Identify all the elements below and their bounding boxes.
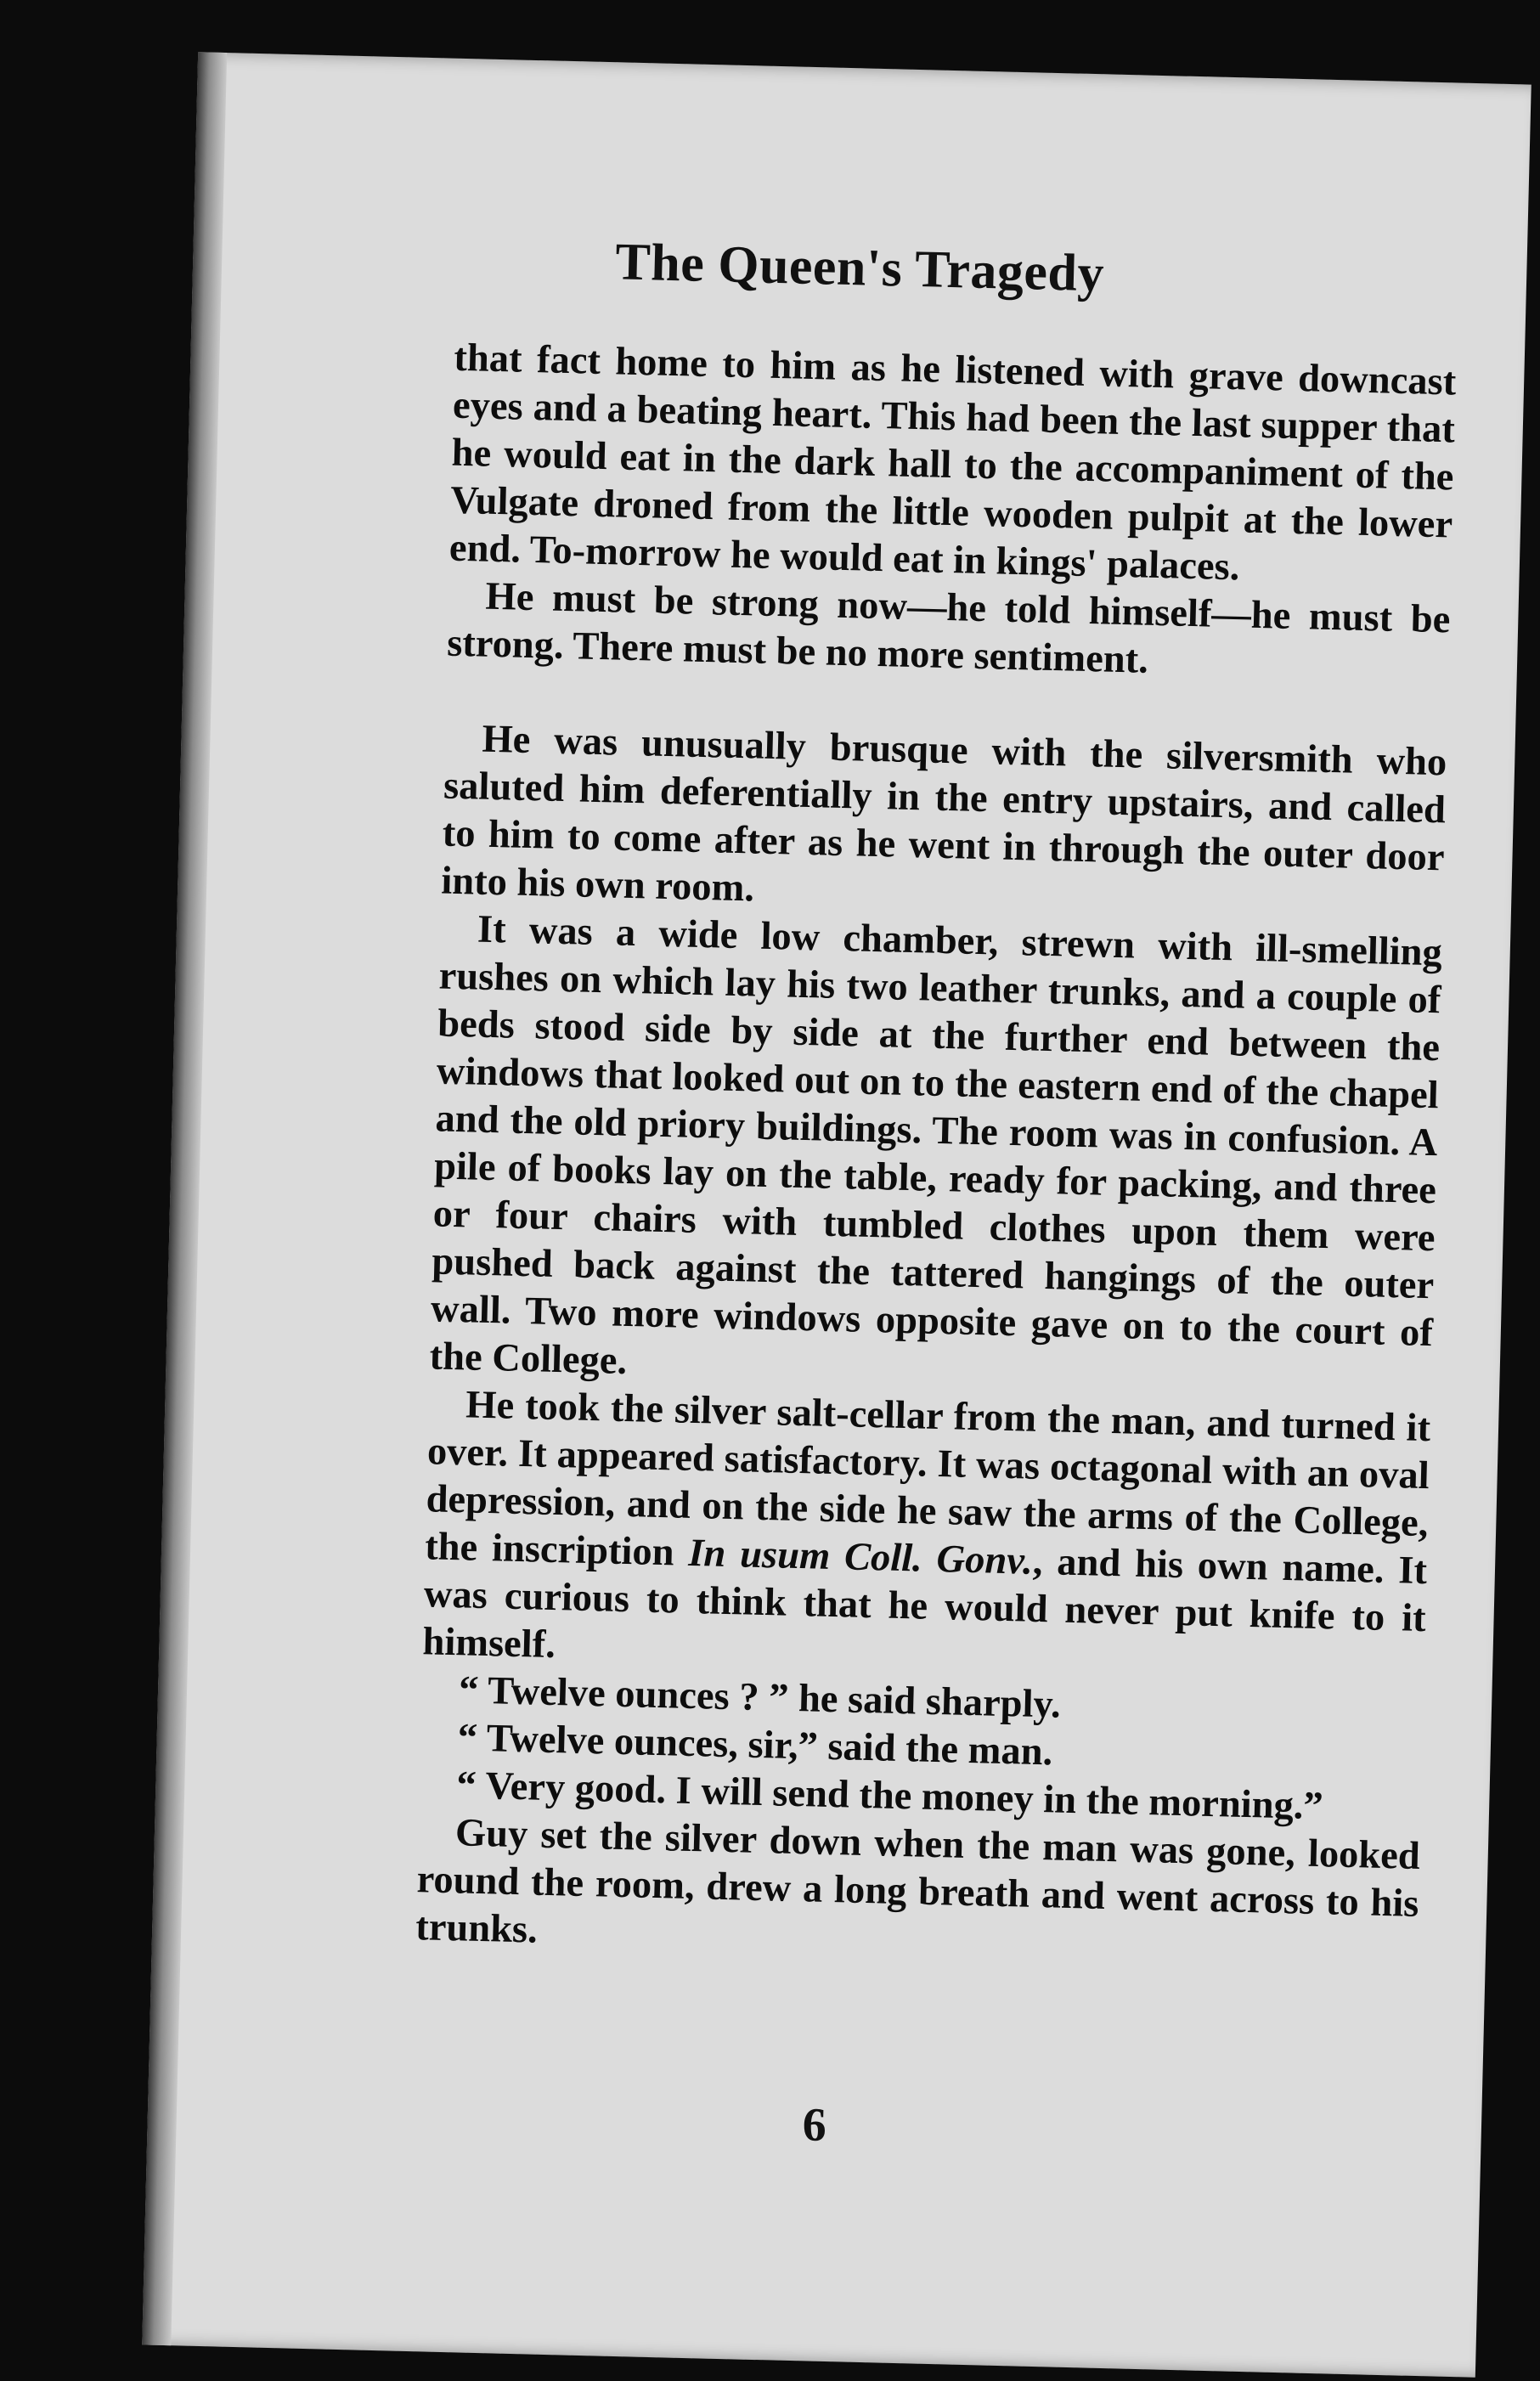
paragraph-final: Guy set the silver down when the man was gone, looked round the room, drew a long breath and went across to his trunks. [415, 1811, 1421, 1952]
dialogue-line-3: “ Very good. I will send the money in the morning.” [455, 1763, 1324, 1829]
book-page [142, 52, 1531, 2378]
paragraph-5 [422, 1380, 1431, 1690]
paragraph-5-text: He took the silver salt-cellar from the man, and turned it over. It appeared satisfactory. It was octagonal with an oval depression, and on the side he saw the arms of the College, the inscription [424, 1383, 1431, 1575]
page-number: 6 [802, 2098, 827, 2152]
paragraph-4: It was a wide low chamber, strewn with ill-smelling rushes on which lay his two leather trunks, and a couple of beds stood side by side at the further end between the windows that looked out on to the eastern end of the chapel and the old priory buildings. The room was in confusion. A pile of books lay on the table, ready for packing, and three or four chairs with tumbled clothes upon them were pushed back against the tattered hangings of the outer wall. Two more windows opposite gave on to the court of the College. [429, 907, 1443, 1384]
paragraph-5-end: , and his own name. It was curious to think that he would never put knife to it himself. [421, 1539, 1428, 1667]
running-head: The Queen's Tragedy [614, 233, 1105, 303]
binding-edge [142, 52, 227, 2345]
latin-inscription: In usum Coll. Gonv. [687, 1531, 1034, 1583]
dialogue-line-1: “ Twelve ounces ? ” he said sharply. [458, 1668, 1062, 1727]
body-text [415, 335, 1457, 1976]
paragraph-1: that fact home to him as he listened with grave downcast eyes and a beating heart. This had been the last supper that he would eat in the dark hall to the accompaniment of the Vulgate droned from the little wooden pulpit at the lower end. To-morrow he would eat in kings' palaces. [448, 336, 1457, 590]
dialogue-line-2: “ Twelve ounces, sir,” said the man. [457, 1716, 1053, 1774]
paragraph-2: He must be strong now—he told himself—he must be strong. There must be no more sentiment. [446, 574, 1451, 682]
paragraph-3: He was unusually brusque with the silversmith who saluted him deferentially in the entry upstairs, and called to him to come after as he went in through the outer door into his own room. [440, 717, 1447, 911]
